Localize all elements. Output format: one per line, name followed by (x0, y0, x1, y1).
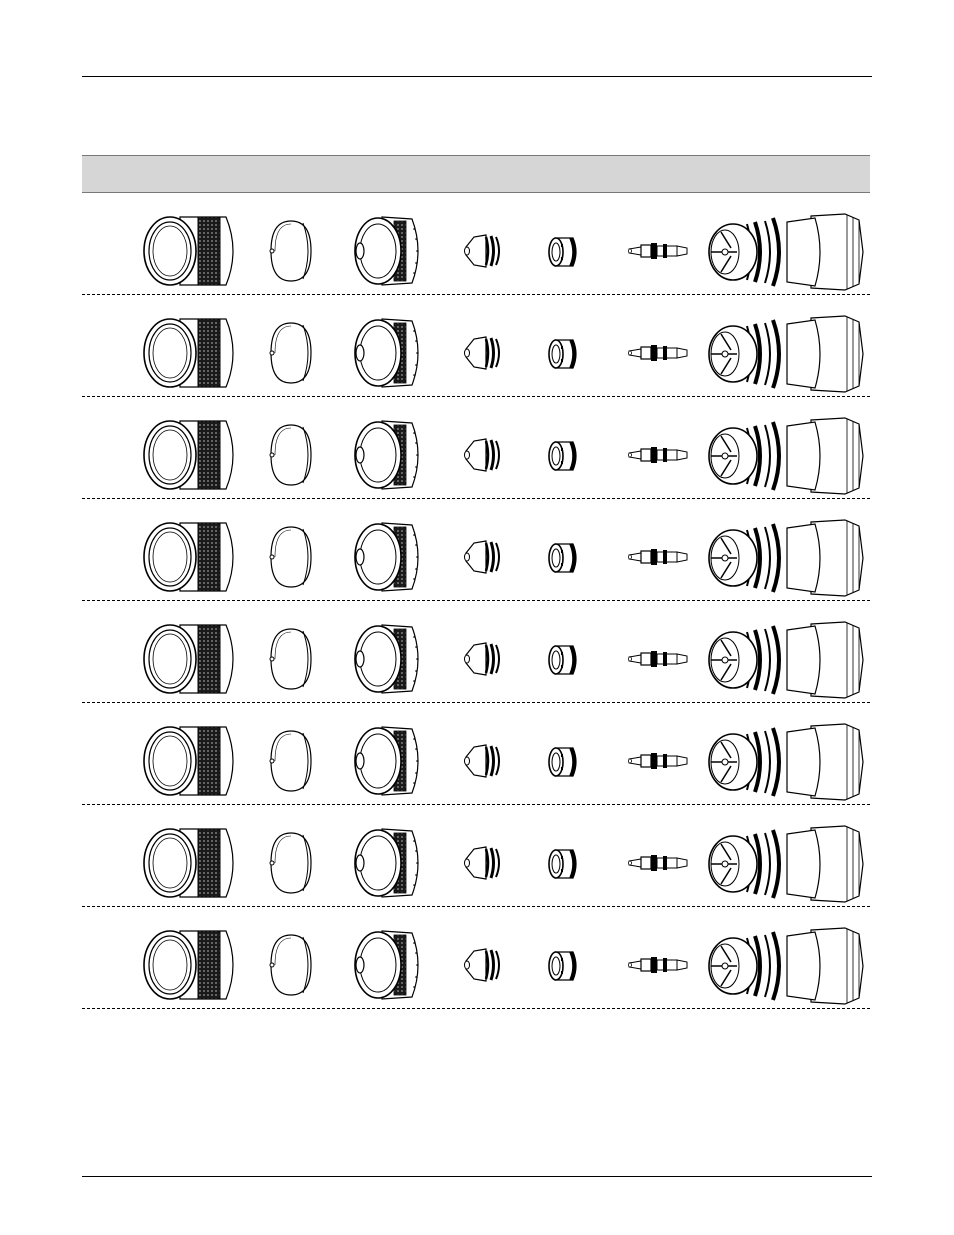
shield-deflector-drawing (265, 423, 315, 487)
nozzle-retaining-cap-drawing (352, 317, 427, 389)
torch-head-drawing (707, 620, 867, 700)
consumables-row (82, 805, 870, 907)
torch-head-drawing (707, 722, 867, 802)
electrode-drawing (627, 241, 689, 261)
consumables-row (82, 295, 870, 397)
swirl-ring-drawing (547, 746, 582, 778)
electrode-drawing (627, 343, 689, 363)
nozzle-drawing (462, 539, 504, 575)
consumables-row (82, 397, 870, 499)
shield-deflector-drawing (265, 219, 315, 283)
consumables-row (82, 601, 870, 703)
shield-deflector-drawing (265, 933, 315, 997)
shield-deflector-drawing (265, 321, 315, 385)
consumables-row (82, 907, 870, 1009)
electrode-drawing (627, 649, 689, 669)
nozzle-retaining-cap-drawing (352, 419, 427, 491)
torch-head-drawing (707, 518, 867, 598)
shield-deflector-drawing (265, 627, 315, 691)
nozzle-drawing (462, 947, 504, 983)
swirl-ring-drawing (547, 236, 582, 268)
nozzle-retaining-cap-drawing (352, 623, 427, 695)
electrode-drawing (627, 955, 689, 975)
torch-head-drawing (707, 212, 867, 292)
shield-deflector-drawing (265, 525, 315, 589)
footer-rule (82, 1176, 872, 1177)
torch-head-drawing (707, 926, 867, 1006)
swirl-ring-drawing (547, 848, 582, 880)
consumables-row (82, 499, 870, 601)
nozzle-drawing (462, 233, 504, 269)
torch-head-drawing (707, 824, 867, 904)
shield-deflector-drawing (265, 729, 315, 793)
electrode-drawing (627, 751, 689, 771)
swirl-ring-drawing (547, 440, 582, 472)
nozzle-drawing (462, 641, 504, 677)
nozzle-drawing (462, 335, 504, 371)
retaining-cap-drawing (142, 215, 242, 287)
retaining-cap-drawing (142, 929, 242, 1001)
torch-head-drawing (707, 416, 867, 496)
swirl-ring-drawing (547, 338, 582, 370)
header-rule (82, 76, 872, 77)
nozzle-retaining-cap-drawing (352, 827, 427, 899)
swirl-ring-drawing (547, 542, 582, 574)
nozzle-retaining-cap-drawing (352, 725, 427, 797)
swirl-ring-drawing (547, 950, 582, 982)
nozzle-drawing (462, 845, 504, 881)
retaining-cap-drawing (142, 827, 242, 899)
retaining-cap-drawing (142, 521, 242, 593)
shield-deflector-drawing (265, 831, 315, 895)
nozzle-retaining-cap-drawing (352, 215, 427, 287)
retaining-cap-drawing (142, 725, 242, 797)
electrode-drawing (627, 853, 689, 873)
consumables-table (82, 155, 870, 1009)
table-header (82, 155, 870, 193)
torch-head-drawing (707, 314, 867, 394)
consumables-row (82, 193, 870, 295)
swirl-ring-drawing (547, 644, 582, 676)
retaining-cap-drawing (142, 419, 242, 491)
electrode-drawing (627, 547, 689, 567)
table-body (82, 193, 870, 1009)
retaining-cap-drawing (142, 623, 242, 695)
nozzle-retaining-cap-drawing (352, 521, 427, 593)
consumables-row (82, 703, 870, 805)
electrode-drawing (627, 445, 689, 465)
nozzle-retaining-cap-drawing (352, 929, 427, 1001)
nozzle-drawing (462, 437, 504, 473)
retaining-cap-drawing (142, 317, 242, 389)
nozzle-drawing (462, 743, 504, 779)
